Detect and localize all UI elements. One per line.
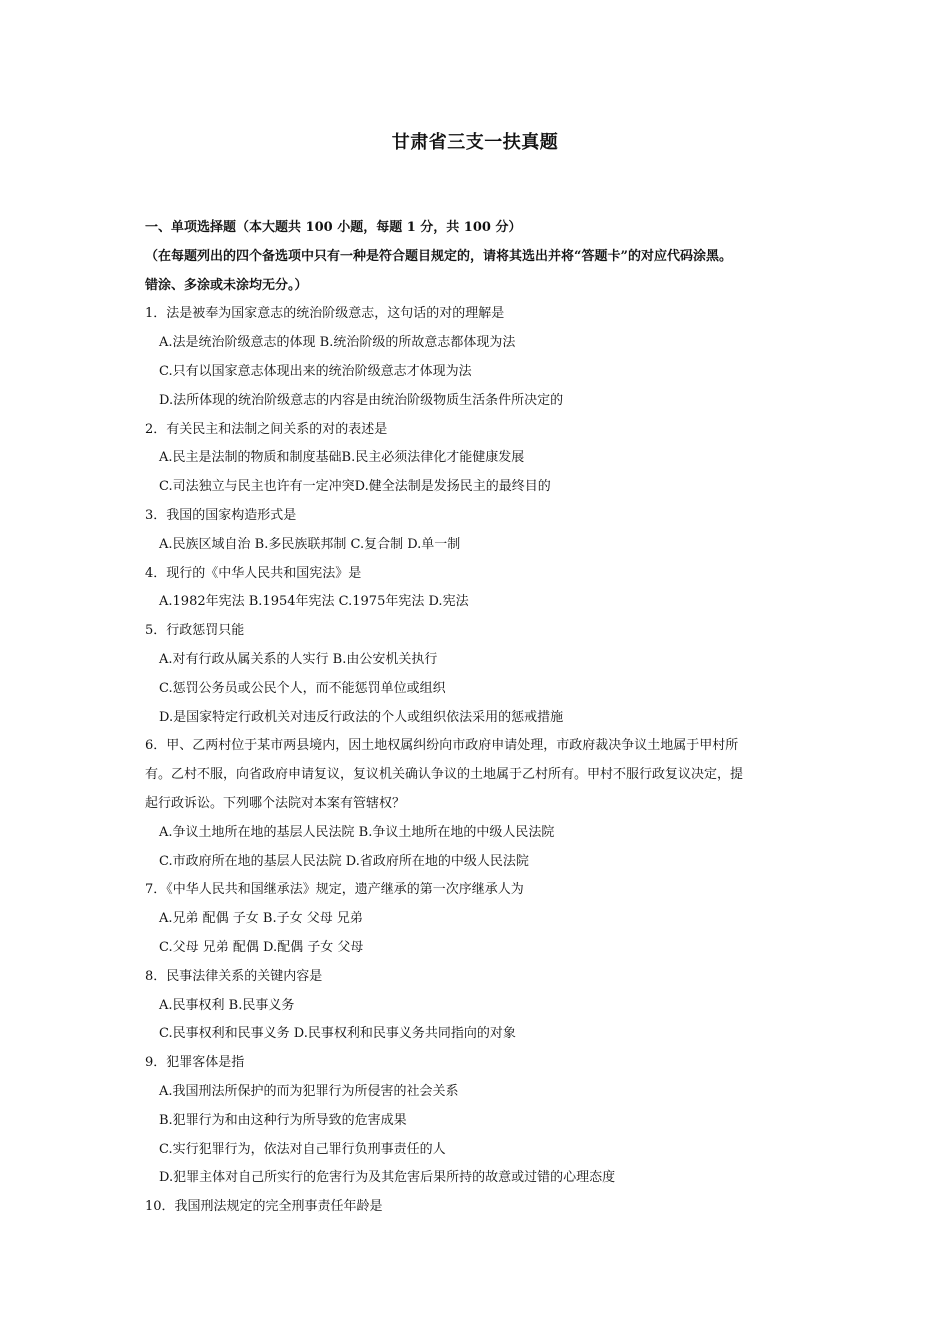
answer-option: A.兄弟 配偶 子女 B.子女 父母 兄弟 [159,911,363,927]
answer-option: D.是国家特定行政机关对违反行政法的个人或组织依法采用的惩戒措施 [159,709,564,725]
instructions-line: （在每题列出的四个备选项中只有一种是符合题目规定的，请将其选出并将“答题卡”的对应代码涂黑。 [145,248,732,264]
question-stem: 10．我国刑法规定的完全刑事责任年龄是 [145,1199,383,1215]
answer-option: B.犯罪行为和由这种行为所导致的危害成果 [159,1112,407,1128]
answer-option: D.法所体现的统治阶级意志的内容是由统治阶级物质生活条件所决定的 [159,392,564,408]
answer-option: A.我国刑法所保护的而为犯罪行为所侵害的社会关系 [159,1083,459,1099]
question-stem: 9．犯罪客体是指 [145,1055,245,1071]
question-stem: 4．现行的《中华人民共和国宪法》是 [145,565,362,581]
question-stem-continued: 有。乙村不服，向省政府申请复议，复议机关确认争议的土地属于乙村所有。甲村不服行政复议决定，提 [145,767,744,783]
answer-option: A.民族区域自治 B.多民族联邦制 C.复合制 D.单一制 [159,536,461,552]
question-stem: 8．民事法律关系的关键内容是 [145,968,323,984]
question-stem: 2．有关民主和法制之间关系的对的表述是 [145,421,388,437]
question-stem: 6．甲、乙两村位于某市两县境内，因土地权属纠纷向市政府申请处理，市政府裁决争议土地属于甲村所 [145,738,739,754]
question-stem: 1．法是被奉为国家意志的统治阶级意志，这句话的对的理解是 [145,306,505,322]
answer-option: A.对有行政从属关系的人实行 B.由公安机关执行 [159,651,438,667]
question-stem: 7．《中华人民共和国继承法》规定，遗产继承的第一次序继承人为 [145,882,524,898]
answer-option: C.只有以国家意志体现出来的统治阶级意志才体现为法 [159,363,472,379]
answer-option: C.父母 兄弟 配偶 D.配偶 子女 父母 [159,939,364,955]
answer-option: A.法是统治阶级意志的体现 B.统治阶级的所故意志都体现为法 [159,335,516,351]
answer-option: D.犯罪主体对自己所实行的危害行为及其危害后果所持的故意或过错的心理态度 [159,1170,616,1186]
answer-option: C.司法独立与民主也许有一定冲突D.健全法制是发扬民主的最终目的 [159,479,551,495]
document-body [145,214,815,1222]
answer-option: A.民主是法制的物质和制度基础B.民主必须法律化才能健康发展 [159,450,525,466]
document-title: 甘肃省三支一扶真题 [391,132,559,153]
answer-option: A.争议土地所在地的基层人民法院 B.争议土地所在地的中级人民法院 [159,824,555,840]
answer-option: C.市政府所在地的基层人民法院 D.省政府所在地的中级人民法院 [159,853,529,869]
question-stem: 3．我国的国家构造形式是 [145,507,297,523]
answer-option: C.民事权利和民事义务 D.民事权利和民事义务共同指向的对象 [159,1026,516,1042]
instructions-line: 错涂、多涂或未涂均无分。） [145,277,308,293]
question-stem: 5．行政惩罚只能 [145,623,245,639]
answer-option: A.1982年宪法 B.1954年宪法 C.1975年宪法 D.宪法 [159,594,469,610]
answer-option: A.民事权利 B.民事义务 [159,997,295,1013]
question-stem-continued: 起行政诉讼。下列哪个法院对本案有管辖权？ [145,795,406,811]
answer-option: C.惩罚公务员或公民个人，而不能惩罚单位或组织 [159,680,446,696]
section-heading: 一、单项选择题（本大题共 100 小题，每题 1 分，共 100 分） [145,220,522,235]
answer-option: C.实行犯罪行为，依法对自己罪行负刑事责任的人 [159,1141,446,1157]
